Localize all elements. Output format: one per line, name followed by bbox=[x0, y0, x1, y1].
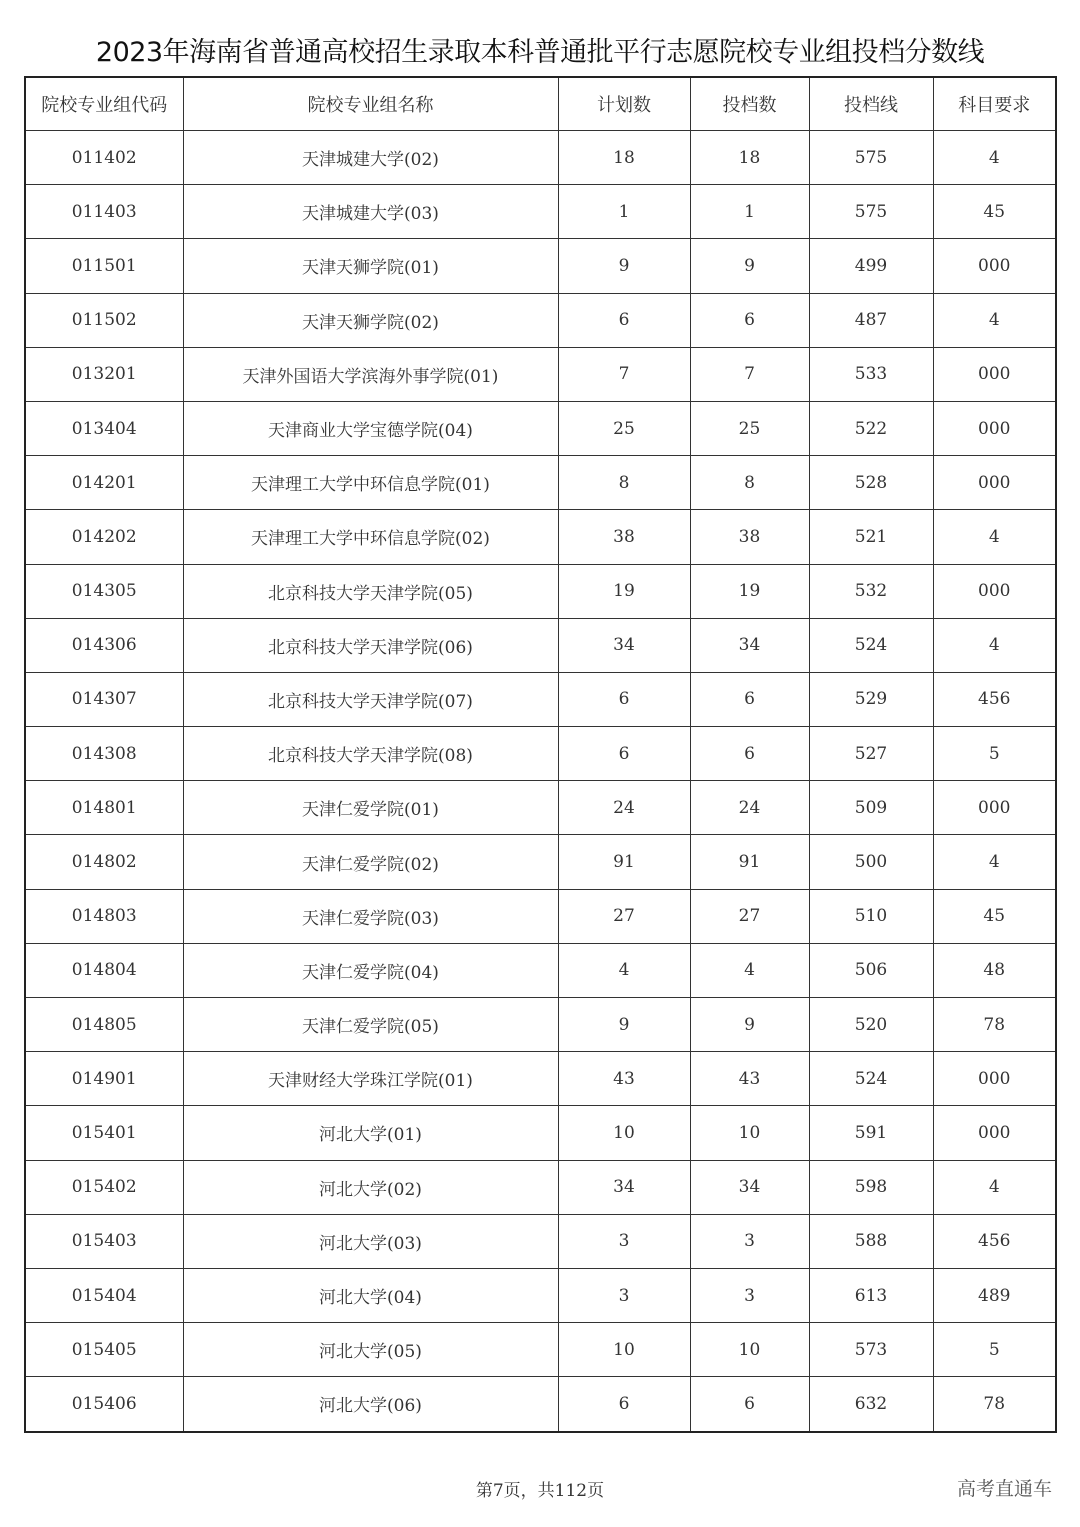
cell-admitted: 19 bbox=[690, 564, 809, 618]
cell-score: 522 bbox=[809, 401, 933, 455]
cell-subjects: 456 bbox=[933, 672, 1056, 726]
cell-subjects: 4 bbox=[933, 293, 1056, 347]
table-row bbox=[25, 456, 1056, 510]
table-row bbox=[25, 401, 1056, 455]
cell-plan: 9 bbox=[558, 998, 690, 1052]
cell-plan: 6 bbox=[558, 727, 690, 781]
table-row bbox=[25, 998, 1056, 1052]
cell-code: 015402 bbox=[25, 1160, 183, 1214]
cell-name: 天津财经大学珠江学院(01) bbox=[183, 1052, 558, 1106]
table-row bbox=[25, 1106, 1056, 1160]
table-row bbox=[25, 943, 1056, 997]
cell-score: 524 bbox=[809, 618, 933, 672]
cell-name: 河北大学(06) bbox=[183, 1377, 558, 1432]
cell-plan: 6 bbox=[558, 1377, 690, 1432]
cell-admitted: 6 bbox=[690, 293, 809, 347]
cell-score: 529 bbox=[809, 672, 933, 726]
cell-code: 014308 bbox=[25, 727, 183, 781]
table-row bbox=[25, 835, 1056, 889]
cell-code: 015403 bbox=[25, 1214, 183, 1268]
cell-subjects: 000 bbox=[933, 401, 1056, 455]
cell-plan: 7 bbox=[558, 347, 690, 401]
cell-score: 509 bbox=[809, 781, 933, 835]
cell-score: 573 bbox=[809, 1323, 933, 1377]
cell-admitted: 91 bbox=[690, 835, 809, 889]
cell-subjects: 45 bbox=[933, 889, 1056, 943]
cell-admitted: 1 bbox=[690, 185, 809, 239]
cell-code: 011501 bbox=[25, 239, 183, 293]
cell-name: 河北大学(03) bbox=[183, 1214, 558, 1268]
cell-subjects: 4 bbox=[933, 835, 1056, 889]
cell-name: 天津仁爱学院(02) bbox=[183, 835, 558, 889]
cell-name: 天津理工大学中环信息学院(02) bbox=[183, 510, 558, 564]
cell-name: 天津仁爱学院(01) bbox=[183, 781, 558, 835]
cell-subjects: 78 bbox=[933, 1377, 1056, 1432]
cell-plan: 25 bbox=[558, 401, 690, 455]
cell-name: 河北大学(01) bbox=[183, 1106, 558, 1160]
cell-subjects: 78 bbox=[933, 998, 1056, 1052]
cell-admitted: 4 bbox=[690, 943, 809, 997]
table-row bbox=[25, 293, 1056, 347]
cell-admitted: 10 bbox=[690, 1106, 809, 1160]
col-header-plan: 计划数 bbox=[558, 77, 690, 131]
cell-admitted: 38 bbox=[690, 510, 809, 564]
cell-score: 613 bbox=[809, 1268, 933, 1322]
cell-plan: 19 bbox=[558, 564, 690, 618]
col-header-score: 投档线 bbox=[809, 77, 933, 131]
cell-name: 北京科技大学天津学院(05) bbox=[183, 564, 558, 618]
cell-code: 014307 bbox=[25, 672, 183, 726]
cell-code: 015401 bbox=[25, 1106, 183, 1160]
cell-subjects: 4 bbox=[933, 1160, 1056, 1214]
cell-score: 575 bbox=[809, 131, 933, 185]
cell-plan: 91 bbox=[558, 835, 690, 889]
cell-score: 598 bbox=[809, 1160, 933, 1214]
cell-subjects: 4 bbox=[933, 131, 1056, 185]
cell-subjects: 000 bbox=[933, 564, 1056, 618]
cell-score: 591 bbox=[809, 1106, 933, 1160]
cell-score: 532 bbox=[809, 564, 933, 618]
cell-score: 510 bbox=[809, 889, 933, 943]
cell-code: 011402 bbox=[25, 131, 183, 185]
cell-score: 500 bbox=[809, 835, 933, 889]
cell-subjects: 489 bbox=[933, 1268, 1056, 1322]
cell-score: 499 bbox=[809, 239, 933, 293]
cell-code: 014804 bbox=[25, 943, 183, 997]
cell-plan: 34 bbox=[558, 618, 690, 672]
cell-score: 588 bbox=[809, 1214, 933, 1268]
cell-plan: 43 bbox=[558, 1052, 690, 1106]
cell-name: 天津商业大学宝德学院(04) bbox=[183, 401, 558, 455]
cell-plan: 9 bbox=[558, 239, 690, 293]
cell-admitted: 6 bbox=[690, 672, 809, 726]
cell-name: 天津城建大学(02) bbox=[183, 131, 558, 185]
table-row bbox=[25, 618, 1056, 672]
table-row bbox=[25, 239, 1056, 293]
cell-code: 014305 bbox=[25, 564, 183, 618]
cell-code: 014306 bbox=[25, 618, 183, 672]
cell-subjects: 456 bbox=[933, 1214, 1056, 1268]
cell-subjects: 48 bbox=[933, 943, 1056, 997]
cell-subjects: 000 bbox=[933, 781, 1056, 835]
cell-admitted: 18 bbox=[690, 131, 809, 185]
cell-subjects: 5 bbox=[933, 1323, 1056, 1377]
document-title: 2023年海南省普通高校招生录取本科普通批平行志愿院校专业组投档分数线 bbox=[95, 37, 985, 68]
table-row bbox=[25, 1160, 1056, 1214]
cell-code: 011502 bbox=[25, 293, 183, 347]
cell-name: 河北大学(05) bbox=[183, 1323, 558, 1377]
cell-admitted: 24 bbox=[690, 781, 809, 835]
col-header-admitted: 投档数 bbox=[690, 77, 809, 131]
cell-name: 天津仁爱学院(05) bbox=[183, 998, 558, 1052]
cell-plan: 18 bbox=[558, 131, 690, 185]
table-row bbox=[25, 1268, 1056, 1322]
table-row bbox=[25, 672, 1056, 726]
cell-subjects: 000 bbox=[933, 347, 1056, 401]
cell-admitted: 8 bbox=[690, 456, 809, 510]
cell-plan: 27 bbox=[558, 889, 690, 943]
col-header-name: 院校专业组名称 bbox=[183, 77, 558, 131]
cell-name: 北京科技大学天津学院(06) bbox=[183, 618, 558, 672]
table-row bbox=[25, 727, 1056, 781]
cell-admitted: 7 bbox=[690, 347, 809, 401]
page-number: 第7页，共112页 bbox=[475, 1481, 605, 1501]
cell-score: 533 bbox=[809, 347, 933, 401]
cell-admitted: 9 bbox=[690, 239, 809, 293]
score-table bbox=[24, 76, 1057, 1433]
cell-score: 575 bbox=[809, 185, 933, 239]
cell-score: 520 bbox=[809, 998, 933, 1052]
cell-code: 015406 bbox=[25, 1377, 183, 1432]
cell-subjects: 000 bbox=[933, 239, 1056, 293]
cell-score: 528 bbox=[809, 456, 933, 510]
cell-name: 天津天狮学院(02) bbox=[183, 293, 558, 347]
cell-code: 013404 bbox=[25, 401, 183, 455]
cell-code: 014803 bbox=[25, 889, 183, 943]
cell-subjects: 000 bbox=[933, 1106, 1056, 1160]
col-header-subjects: 科目要求 bbox=[933, 77, 1056, 131]
cell-name: 天津仁爱学院(04) bbox=[183, 943, 558, 997]
table-row bbox=[25, 564, 1056, 618]
cell-plan: 24 bbox=[558, 781, 690, 835]
cell-score: 527 bbox=[809, 727, 933, 781]
cell-code: 014805 bbox=[25, 998, 183, 1052]
table-row bbox=[25, 1214, 1056, 1268]
cell-code: 014801 bbox=[25, 781, 183, 835]
table-body bbox=[25, 131, 1056, 1432]
cell-code: 015404 bbox=[25, 1268, 183, 1322]
cell-subjects: 5 bbox=[933, 727, 1056, 781]
cell-plan: 6 bbox=[558, 293, 690, 347]
cell-subjects: 4 bbox=[933, 510, 1056, 564]
cell-admitted: 43 bbox=[690, 1052, 809, 1106]
cell-admitted: 3 bbox=[690, 1214, 809, 1268]
cell-admitted: 6 bbox=[690, 1377, 809, 1432]
cell-score: 487 bbox=[809, 293, 933, 347]
cell-name: 天津天狮学院(01) bbox=[183, 239, 558, 293]
cell-plan: 3 bbox=[558, 1214, 690, 1268]
cell-code: 014201 bbox=[25, 456, 183, 510]
cell-plan: 8 bbox=[558, 456, 690, 510]
cell-code: 015405 bbox=[25, 1323, 183, 1377]
cell-admitted: 34 bbox=[690, 618, 809, 672]
cell-plan: 6 bbox=[558, 672, 690, 726]
cell-code: 014802 bbox=[25, 835, 183, 889]
cell-score: 632 bbox=[809, 1377, 933, 1432]
table-row bbox=[25, 889, 1056, 943]
cell-plan: 1 bbox=[558, 185, 690, 239]
table-row bbox=[25, 1323, 1056, 1377]
cell-name: 河北大学(02) bbox=[183, 1160, 558, 1214]
cell-admitted: 6 bbox=[690, 727, 809, 781]
cell-plan: 34 bbox=[558, 1160, 690, 1214]
cell-admitted: 9 bbox=[690, 998, 809, 1052]
cell-name: 天津理工大学中环信息学院(01) bbox=[183, 456, 558, 510]
cell-score: 506 bbox=[809, 943, 933, 997]
table-row bbox=[25, 347, 1056, 401]
cell-name: 北京科技大学天津学院(07) bbox=[183, 672, 558, 726]
table-row bbox=[25, 185, 1056, 239]
cell-admitted: 34 bbox=[690, 1160, 809, 1214]
table-header-row bbox=[25, 77, 1056, 131]
cell-score: 521 bbox=[809, 510, 933, 564]
cell-plan: 10 bbox=[558, 1323, 690, 1377]
brand-watermark: 高考直通车 bbox=[956, 1478, 1052, 1500]
table-row bbox=[25, 510, 1056, 564]
cell-score: 524 bbox=[809, 1052, 933, 1106]
cell-code: 011403 bbox=[25, 185, 183, 239]
cell-code: 014202 bbox=[25, 510, 183, 564]
cell-admitted: 25 bbox=[690, 401, 809, 455]
cell-admitted: 27 bbox=[690, 889, 809, 943]
cell-plan: 4 bbox=[558, 943, 690, 997]
table-row bbox=[25, 1377, 1056, 1432]
cell-plan: 38 bbox=[558, 510, 690, 564]
col-header-code: 院校专业组代码 bbox=[25, 77, 183, 131]
cell-name: 河北大学(04) bbox=[183, 1268, 558, 1322]
cell-code: 014901 bbox=[25, 1052, 183, 1106]
cell-name: 天津仁爱学院(03) bbox=[183, 889, 558, 943]
cell-plan: 10 bbox=[558, 1106, 690, 1160]
cell-subjects: 45 bbox=[933, 185, 1056, 239]
table-row bbox=[25, 781, 1056, 835]
cell-admitted: 3 bbox=[690, 1268, 809, 1322]
table-row bbox=[25, 1052, 1056, 1106]
cell-name: 北京科技大学天津学院(08) bbox=[183, 727, 558, 781]
cell-name: 天津外国语大学滨海外事学院(01) bbox=[183, 347, 558, 401]
table-row bbox=[25, 131, 1056, 185]
cell-admitted: 10 bbox=[690, 1323, 809, 1377]
cell-subjects: 4 bbox=[933, 618, 1056, 672]
cell-subjects: 000 bbox=[933, 1052, 1056, 1106]
cell-code: 013201 bbox=[25, 347, 183, 401]
cell-plan: 3 bbox=[558, 1268, 690, 1322]
cell-subjects: 000 bbox=[933, 456, 1056, 510]
cell-name: 天津城建大学(03) bbox=[183, 185, 558, 239]
